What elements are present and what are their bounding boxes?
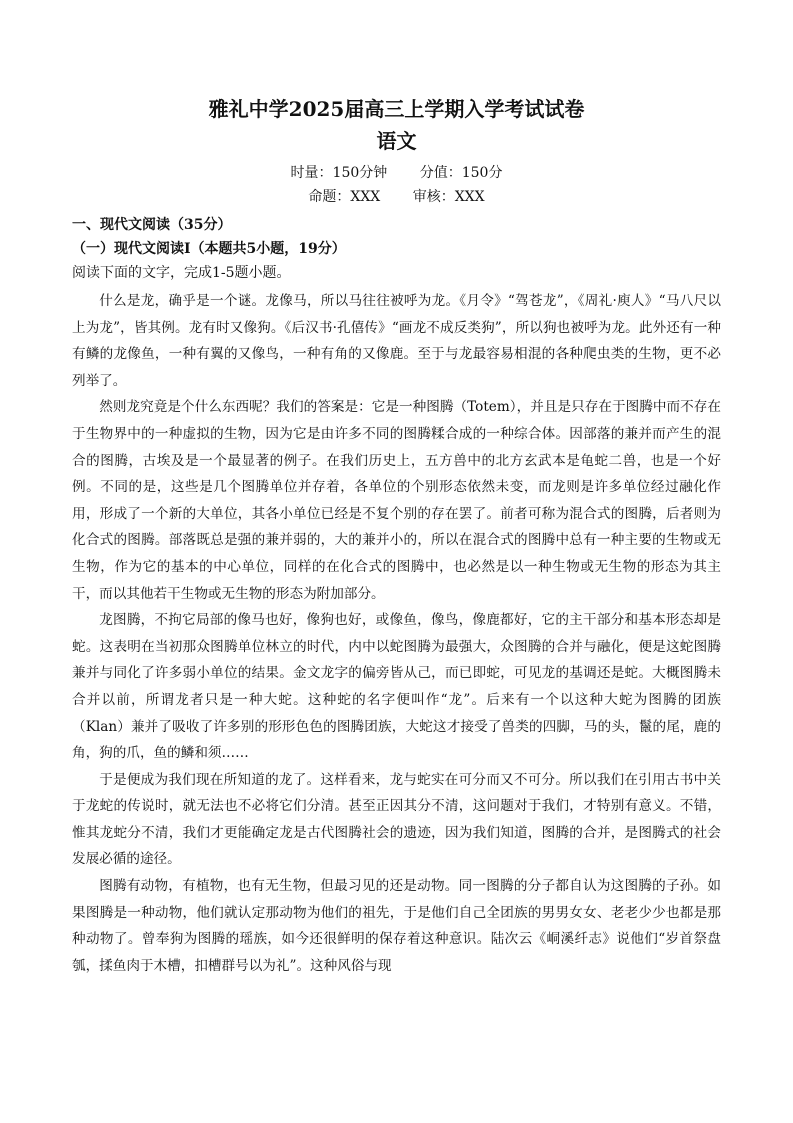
exam-title: 雅礼中学2025届高三上学期入学考试试卷 xyxy=(208,97,585,121)
passage-paragraph: 于是便成为我们现在所知道的龙了。这样看来，龙与蛇实在可分而又不可分。所以我们在引用古书中关于龙蛇的传说时，就无法也不必将它们分清。甚至正因其分不清，这问题对于我们，才特别有意义。不错，惟其龙蛇分不清，我们才更能确定龙是古代图腾社会的遗迹，因为我们知道，图腾的合并，是图腾式的社会发展必循的途径。 xyxy=(72,771,721,868)
subsection-heading: （一）现代文阅读Ⅰ（本题共5小题，19分） xyxy=(72,241,346,257)
reading-instruction: 阅读下面的文字，完成1-5题小题。 xyxy=(72,265,291,281)
passage-paragraph: 然则龙究竟是个什么东西呢？我们的答案是：它是一种图腾（Totem），并且是只存在于图腾中而不存在于生物界中的一种虚拟的生物，因为它是由许多不同的图腾糅合成的一种综合体。因部落的兼并而产生的混合的图腾，古埃及是一个最显著的例子。在我们历史上，五方兽中的北方玄武本是龟蛇二兽，也是一个好例。不同的是，这些是几个图腾单位并存着，各单位的个别形态依然未变，而龙则是许多单位经过融化作用，形成了一个新的大单位，其各小单位已经是不复个别的存在罢了。前者可称为混合式的图腾，后者则为化合式的图腾。部落既总是强的兼并弱的，大的兼并小的，所以在混合式的图腾中总有一种主要的生物或无生物，作为它的基本的中心单位，同样的在化合式的图腾中，也必然是以一种生物或无生物的形态为其主干，而以其他若干生物或无生物的形态为附加部分。 xyxy=(72,399,721,602)
exam-time: 时量：150分钟 xyxy=(290,165,388,181)
passage-paragraph: 龙图腾，不拘它局部的像马也好，像狗也好，或像鱼，像鸟，像鹿都好，它的主干部分和基本形态却是蛇。这表明在当初那众图腾单位林立的时代，内中以蛇图腾为最强大，众图腾的合并与融化，便是这蛇图腾兼并与同化了许多弱小单位的结果。金文龙字的偏旁皆从己，而已即蛇，可见龙的基调还是蛇。大概图腾未合并以前，所谓龙者只是一种大蛇。这种蛇的名字便叫作“龙”。后来有一个以这种大蛇为图腾的团族（Klan）兼并了吸收了许多别的形形色色的图腾团族，大蛇这才接受了兽类的四脚，马的头，鬣的尾，鹿的角，狗的爪，鱼的鳞和须…… xyxy=(72,612,721,762)
passage-paragraph: 什么是龙，确乎是一个谜。龙像马，所以马往往被呼为龙。《月令》“驾苍龙”，《周礼·庾人》“马八尺以上为龙”，皆其例。龙有时又像狗。《后汉书·孔僖传》“画龙不成反类狗”，所以狗也被呼为龙。此外还有一种有鳞的龙像鱼，一种有翼的又像鸟，一种有角的又像鹿。至于与龙最容易相混的各种爬虫类的生物，更不必列举了。 xyxy=(72,293,721,389)
exam-score: 分值：150分 xyxy=(419,165,503,181)
section-heading: 一、现代文阅读（35分） xyxy=(72,217,232,233)
exam-time-score xyxy=(72,164,721,182)
exam-reviewer: 审核：XXX xyxy=(412,189,485,205)
exam-credits xyxy=(72,188,721,206)
subject-title: 语文 xyxy=(376,129,417,153)
exam-author: 命题：XXX xyxy=(308,189,381,205)
passage xyxy=(72,288,721,979)
passage-paragraph: 图腾有动物，有植物，也有无生物，但最习见的还是动物。同一图腾的分子都自认为这图腾的子孙。如果图腾是一种动物，他们就认定那动物为他们的祖先，于是他们自己全团族的男男女女、老老少少也都是那种动物了。曾奉狗为图腾的瑶族，如今还很鲜明的保存着这种意识。陆次云《峒溪纤志》说他们“岁首祭盘瓠，揉鱼肉于木槽，扣槽群号以为礼”。这种风俗与现 xyxy=(72,878,721,974)
